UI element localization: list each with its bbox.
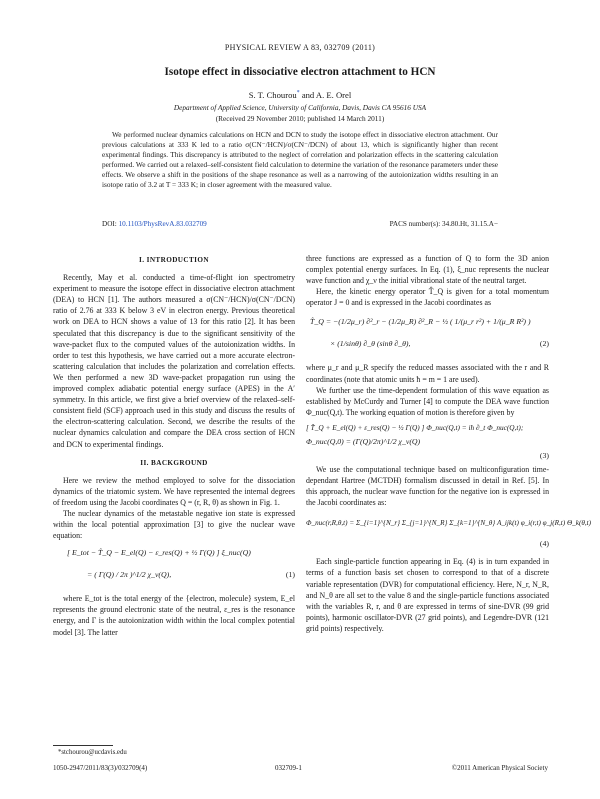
doi-label: DOI:	[102, 220, 117, 228]
equation-4	[306, 508, 592, 556]
equation-1	[53, 541, 295, 593]
authors	[0, 90, 600, 100]
equation-2-line-1: T̂_Q = −(1/2μ_r) ∂²_r − (1/2μ_R) ∂²_R − ½ ( 1/(μ_r r²) + 1/(μ_R R²) )	[310, 317, 531, 327]
equation-1-line-2: = ( Γ(Q) / 2π )^1/2 χ_ν(Q),	[87, 570, 172, 580]
affiliation: Department of Applied Science, University of California, Davis, Davis CA 95616 USA	[173, 103, 427, 112]
left-column	[53, 255, 295, 638]
journal-header: PHYSICAL REVIEW A 83, 032709 (2011)	[224, 43, 376, 52]
doi-link[interactable]: 10.1103/PhysRevA.83.032709	[118, 220, 207, 228]
equation-4-line: Φ_nuc(r,R,θ,t) = Σ_{i=1}^{N_r} Σ_{j=1}^{N_R} Σ_{k=1}^{N_θ} A_ijk(t) φ_i(r,t) φ_j(R,t) Θ_k(θ,t)	[306, 519, 592, 528]
equation-1-number: (1)	[285, 570, 295, 580]
author-1: S. T. Chourou	[248, 90, 297, 100]
footnote-email[interactable]: *stchourou@ucdavis.edu	[58, 749, 127, 756]
section-heading-background: II. BACKGROUND	[140, 458, 208, 467]
abstract: We performed nuclear dynamics calculations on HCN and DCN to study the isotope effect in dissociative electron attachment. Our previous calculations at 333 K led to a ratio σ(CN⁻/HCN)/σ(CN⁻/DCN) of about 13, which is significantly higher than recent experimental findings. This discrepancy is attributed to the neglect of correlation and polarization effects in the scattering calculation performed. We carried out a relaxed–self-consistent field calculation to determine the variation of the resonance parameters under these effects. We observe a shift in the positions of the shape resonance as well as a narrowing of the autoionization widths resulting in an isotope ratio of 3.2 at T = 333 K; in closer agreement with the measured value.	[102, 130, 498, 190]
equation-1-line-1: [ E_tot − T̂_Q − E_el(Q) − ε_res(Q) + ½ Γ(Q) ] ξ_nuc(Q)	[67, 548, 251, 558]
footer-issn: 1050-2947/2011/83(3)/032709(4)	[53, 764, 148, 772]
equation-4-number: (4)	[539, 539, 549, 549]
author-footnote-mark[interactable]: *	[296, 90, 300, 97]
right-paragraph-4: We further use the time-dependent formulation of this wave equation as established by McCurdy and Turner [4] to compute the DEA wave function Φ_nuc(Q,t). The working equation of motion is therefore given by	[306, 385, 549, 417]
equation-3	[306, 418, 549, 464]
right-paragraph-5: We use the computational technique based on multiconfiguration time-dependant Hartree (MCTDH) formalism discussed in detail in Ref. [5]. In this approach, the nuclear wave function for the negative ion is expressed in the Jacobi coordinates as:	[306, 464, 549, 508]
footnote-rule	[53, 745, 113, 746]
right-column	[306, 253, 592, 634]
footer-copyright: ©2011 American Physical Society	[451, 764, 548, 772]
background-paragraph-1: Here we review the method employed to solve for the dissociation dynamics of the triatomic system. We have represented the internal degrees of freedom using the Jacobi coordinates Q = (r, R, θ) as shown in Fig. 1.	[53, 475, 295, 507]
doi	[102, 220, 207, 228]
footer-page-number: 032709-1	[275, 764, 302, 772]
author-2: and A. E. Orel	[299, 90, 352, 100]
right-paragraph-1: three functions are expressed as a function of Q to form the 3D anion complex potential energy surfaces. In Eq. (1), ξ_nuc represents the nuclear wave function and χ_ν the initial vibrational state of the neutral target.	[306, 254, 549, 286]
background-paragraph-3: where E_tot is the total energy of the {electron, molecule} system, E_el represents the ground electronic state of the neutral, ε_res is the resonance energy, and Γ is the autoionization width within the local complex potential model [3]. The latter	[53, 594, 295, 637]
received-dates: (Received 29 November 2010; published 14 March 2011)	[215, 114, 385, 123]
pacs-numbers: PACS number(s): 34.80.Ht, 31.15.A−	[389, 220, 498, 228]
equation-3-line-2: Φ_nuc(Q,0) = (Γ(Q)/2π)^1/2 χ_ν(Q)	[306, 436, 421, 446]
equation-3-number: (3)	[539, 450, 549, 460]
right-paragraph-6: Each single-particle function appearing in Eq. (4) is in turn expanded in terms of a function basis set chosen to correspond to that of a discrete variable representation (DVR) for computational efficiency. Here, N_r, N_R, and N_θ are all set to the value 8 and the single-particle functions associated with the variables R, r, and θ are expressed in terms of sine-DVR (99 grid points), harmonic oscillator-DVR (27 grid points), and Legendre-DVR (121 grid points) respectively.	[306, 557, 549, 633]
equation-2	[306, 308, 549, 362]
background-paragraph-2: The nuclear dynamics of the metastable negative ion state is expressed within the local potential approximation [3] to give the nuclear wave equation:	[53, 508, 295, 541]
equation-2-line-2: × (1/sinθ) ∂_θ (sinθ ∂_θ),	[330, 339, 411, 349]
right-paragraph-2: Here, the kinetic energy operator T̂_Q is given for a total momentum operator J = 0 and is expressed in the Jacobi coordinates as	[306, 287, 549, 308]
equation-2-number: (2)	[539, 339, 549, 349]
section-heading-introduction: I. INTRODUCTION	[139, 256, 209, 264]
paper-title: Isotope effect in dissociative electron attachment to HCN	[164, 66, 436, 78]
equation-3-line-1: [ T̂_Q + E_el(Q) + ε_res(Q) − ½ Γ(Q) ] Φ_nuc(Q,t) = iħ ∂_t Φ_nuc(Q,t);	[306, 422, 524, 432]
intro-paragraph: Recently, May et al. conducted a time-of-flight ion spectrometry experiment to measure the isotope effect in dissociative electron attachment (DEA) to HCN [1]. The authors measured a σ(CN⁻/HCN)/σ(CN⁻/DCN) ratio of 2.76 at 333 K below 3 eV in electron energy. Previous theoretical work on DEA to HCN shows a value of 13 for this ratio [2]. It has been speculated that this discrepancy is due to the significant sensitivity of the wave-packet flux to the computed values of the autoionization widths. In order to test this hypothesis, we have carried out a more accurate electron-scattering calculation that includes the polarization and correlation effects. We then performed a new 3D wave-packet propagation run using the improved complex adiabatic potential energy surface (APES) in the A′ symmetry. In this article, we first give a brief overview of the relaxed–self-consistent field (SCF) approach used in this study and discuss the results of the electron-scattering calculation. Second, we describe the results of the nuclear dynamics calculation and compare the DEA cross section of HCN and DCN to experimental findings.	[53, 273, 295, 449]
right-paragraph-3: where μ_r and μ_R specify the reduced masses associated with the r and R coordinates (note that atomic units ħ = m = 1 are used).	[306, 363, 549, 384]
